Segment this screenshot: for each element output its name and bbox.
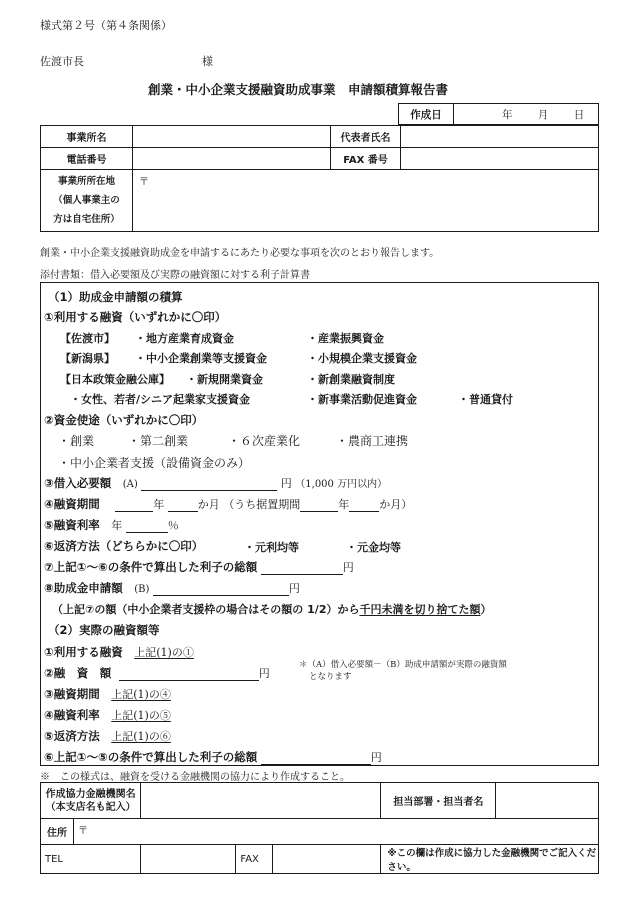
intro-text: 創業・中小企業支援融資助成金を申請するにあたり必要な事項を次のとおり報告します。 — [40, 248, 440, 259]
actual-loan-ref: 上記(1)の① — [134, 646, 194, 659]
period-years-input[interactable] — [115, 499, 153, 512]
representative-field[interactable] — [401, 126, 599, 148]
attachment-text: 添付書類：借入必要額及び実際の融資額に対する利子計算書 — [40, 270, 310, 281]
request-row — [44, 580, 300, 596]
actual-period-row — [44, 686, 171, 702]
addressee-name: 佐渡市長 — [40, 55, 84, 68]
period-months-input[interactable] — [168, 499, 198, 512]
phone-label: 電話番号 — [41, 148, 133, 170]
actual-rate-row — [44, 707, 171, 723]
loan-option-sado-1[interactable]: ・地方産業育成資金 — [135, 332, 234, 345]
request-label: ⑧助成金申請額 — [44, 581, 123, 595]
footnote: ※ この様式は、融資を受ける金融機関の協力により作成すること。 — [40, 772, 350, 783]
loan-option-jfc-1[interactable]: ・新規開業資金 — [186, 373, 263, 386]
request-yen: 円 — [288, 582, 300, 595]
actual-amount-label: ②融 資 額 — [44, 666, 112, 680]
address-label-line: 方は自宅住所） — [53, 214, 120, 225]
interest-label: ⑦上記①～⑥の条件で算出した利子の総額 — [44, 560, 258, 574]
sado-label: 【佐渡市】 — [60, 332, 115, 345]
section1-heading: （1）助成金申請額の積算 — [48, 290, 183, 304]
required-amount-input[interactable] — [141, 478, 277, 491]
grace-years-input[interactable] — [300, 499, 338, 512]
period-grace-close: か月） — [379, 498, 413, 511]
actual-loan-row — [44, 644, 194, 660]
rounding-rule — [52, 601, 491, 617]
actual-repay-row — [44, 728, 171, 744]
actual-amount-input[interactable] — [119, 668, 259, 681]
purpose-option-1[interactable]: ・創業 — [58, 434, 95, 448]
actual-rate-ref: 上記(1)の⑤ — [111, 709, 171, 722]
date-label: 作成日 — [399, 104, 454, 125]
bank-name-label-line: 作成協力金融機関名 — [45, 788, 136, 800]
required-yen: 円 — [280, 477, 292, 490]
rate-input[interactable] — [126, 520, 168, 533]
actual-rate-label: ④融資利率 — [44, 708, 100, 722]
request-amount-input[interactable] — [153, 583, 289, 596]
office-name-label: 事業所名 — [41, 126, 133, 148]
required-a: (A) — [122, 479, 138, 490]
actual-period-ref: 上記(1)の④ — [111, 688, 171, 701]
actual-amount-yen: 円 — [258, 667, 270, 680]
interest-input[interactable] — [261, 562, 343, 575]
period-month-unit: か月 — [197, 498, 220, 511]
postal-mark: 〒 — [139, 177, 149, 188]
date-field[interactable] — [454, 104, 599, 125]
loan-type-heading: ①利用する融資（いずれかに〇印） — [44, 310, 227, 324]
interest-yen: 円 — [342, 561, 354, 574]
rate-year: 年 — [111, 519, 123, 532]
actual-repay-label: ⑤返済方法 — [44, 729, 100, 743]
form-number: 様式第２号（第４条関係） — [40, 19, 172, 32]
period-row — [44, 496, 412, 512]
person-label: 担当部署・担当者名 — [381, 783, 496, 819]
rounding-rule-close: ） — [480, 603, 492, 616]
fax-label: FAX 番号 — [331, 148, 401, 170]
repay-option-2[interactable]: ・元金均等 — [346, 541, 401, 554]
required-label: ③借入必要額 — [44, 476, 112, 490]
repay-option-1[interactable]: ・元利均等 — [244, 541, 299, 554]
phone-field[interactable] — [133, 148, 331, 170]
loan-option-sado-2[interactable]: ・産業振興資金 — [307, 332, 384, 345]
rounding-rule-underlined: 千円未満を切り捨てた額 — [359, 603, 481, 616]
purpose-heading: ②資金使途（いずれかに〇印） — [44, 413, 204, 427]
applicant-table — [40, 125, 599, 232]
address-label-line: （個人事業主の — [53, 195, 120, 206]
note-line-2: となります — [309, 672, 352, 682]
bank-address-label: 住所 — [41, 819, 74, 845]
addressee-honorific: 様 — [202, 55, 213, 68]
office-name-field[interactable] — [133, 126, 331, 148]
period-grace-open: （うち据置期間 — [223, 498, 301, 511]
person-field[interactable] — [496, 783, 599, 819]
actual-amount-row — [44, 665, 270, 681]
note-line-1: ＊（A）借入必要額－（B）助成申請額が実際の融資額 — [299, 660, 507, 670]
actual-interest-input[interactable] — [261, 752, 371, 765]
actual-interest-row — [44, 749, 382, 765]
actual-interest-label: ⑥上記①～⑤の条件で算出した利子の総額 — [44, 750, 258, 764]
bank-name-label — [41, 783, 141, 819]
request-b: (B) — [134, 584, 150, 595]
loan-option-jfc-5[interactable]: ・普通貸付 — [458, 393, 513, 406]
section2-heading: （2）実際の融資額等 — [48, 623, 160, 637]
actual-repay-ref: 上記(1)の⑥ — [111, 730, 171, 743]
purpose-option-3[interactable]: ・６次産業化 — [228, 434, 301, 448]
bank-table — [40, 782, 599, 874]
loan-option-jfc-4[interactable]: ・新事業活動促進資金 — [307, 393, 417, 406]
required-amount-row — [44, 475, 387, 491]
tel-label: TEL — [41, 845, 141, 874]
interest-row — [44, 559, 354, 575]
fax-field[interactable] — [401, 148, 599, 170]
bank-fax-field[interactable] — [273, 845, 381, 874]
address-label-line: 事業所所在地 — [57, 176, 115, 187]
actual-period-label: ③融資期間 — [44, 687, 100, 701]
period-year-unit: 年 — [153, 498, 165, 511]
date-month: 月 — [537, 108, 549, 121]
date-year: 年 — [502, 108, 513, 121]
representative-label: 代表者氏名 — [331, 126, 401, 148]
bank-fax-label: FAX — [236, 845, 273, 874]
tel-field[interactable] — [141, 845, 236, 874]
purpose-option-5[interactable]: ・中小企業者支援（設備資金のみ） — [58, 456, 251, 470]
period-label: ④融資期間 — [44, 497, 100, 511]
actual-loan-label: ①利用する融資 — [44, 645, 123, 659]
bank-note: ※この欄は作成に協力した金融機関でご記入ください。 — [381, 845, 599, 874]
date-row — [398, 103, 599, 125]
repay-label: ⑥返済方法（どちらかに〇印） — [44, 539, 204, 553]
page-title: 創業・中小企業支援融資助成事業 申請額積算報告書 — [148, 82, 449, 97]
bank-name-field[interactable] — [141, 783, 381, 819]
loan-option-niigata-1[interactable]: ・中小企業創業等支援資金 — [135, 352, 267, 365]
actual-amount-note — [299, 659, 507, 683]
purpose-option-2[interactable]: ・第二創業 — [128, 434, 189, 448]
bank-name-label-line: （本支店名も記入） — [45, 801, 136, 813]
rate-row — [44, 517, 179, 533]
jfc-label: 【日本政策金融公庫】 — [60, 373, 170, 386]
address-field[interactable] — [133, 170, 599, 232]
niigata-label: 【新潟県】 — [60, 352, 115, 365]
loan-option-niigata-2[interactable]: ・小規模企業支援資金 — [307, 352, 417, 365]
bank-postal-mark: 〒 — [78, 826, 88, 837]
rate-label: ⑤融資利率 — [44, 518, 100, 532]
grace-months-input[interactable] — [349, 499, 379, 512]
bank-address-field[interactable] — [74, 819, 599, 845]
date-day: 日 — [573, 108, 585, 121]
required-note: （1,000 万円以内） — [295, 479, 388, 490]
loan-option-jfc-2[interactable]: ・新創業融資制度 — [307, 373, 395, 386]
grace-year-unit: 年 — [338, 498, 350, 511]
loan-option-jfc-3[interactable]: ・女性、若者/シニア起業家支援資金 — [70, 393, 251, 406]
rate-percent: ％ — [167, 519, 179, 532]
purpose-option-4[interactable]: ・農商工連携 — [336, 434, 409, 448]
rounding-rule-open: （上記⑦の額（中小企業者支援枠の場合はその額の 1/2）から — [52, 603, 360, 616]
address-label — [41, 170, 133, 232]
actual-interest-yen: 円 — [370, 751, 382, 764]
